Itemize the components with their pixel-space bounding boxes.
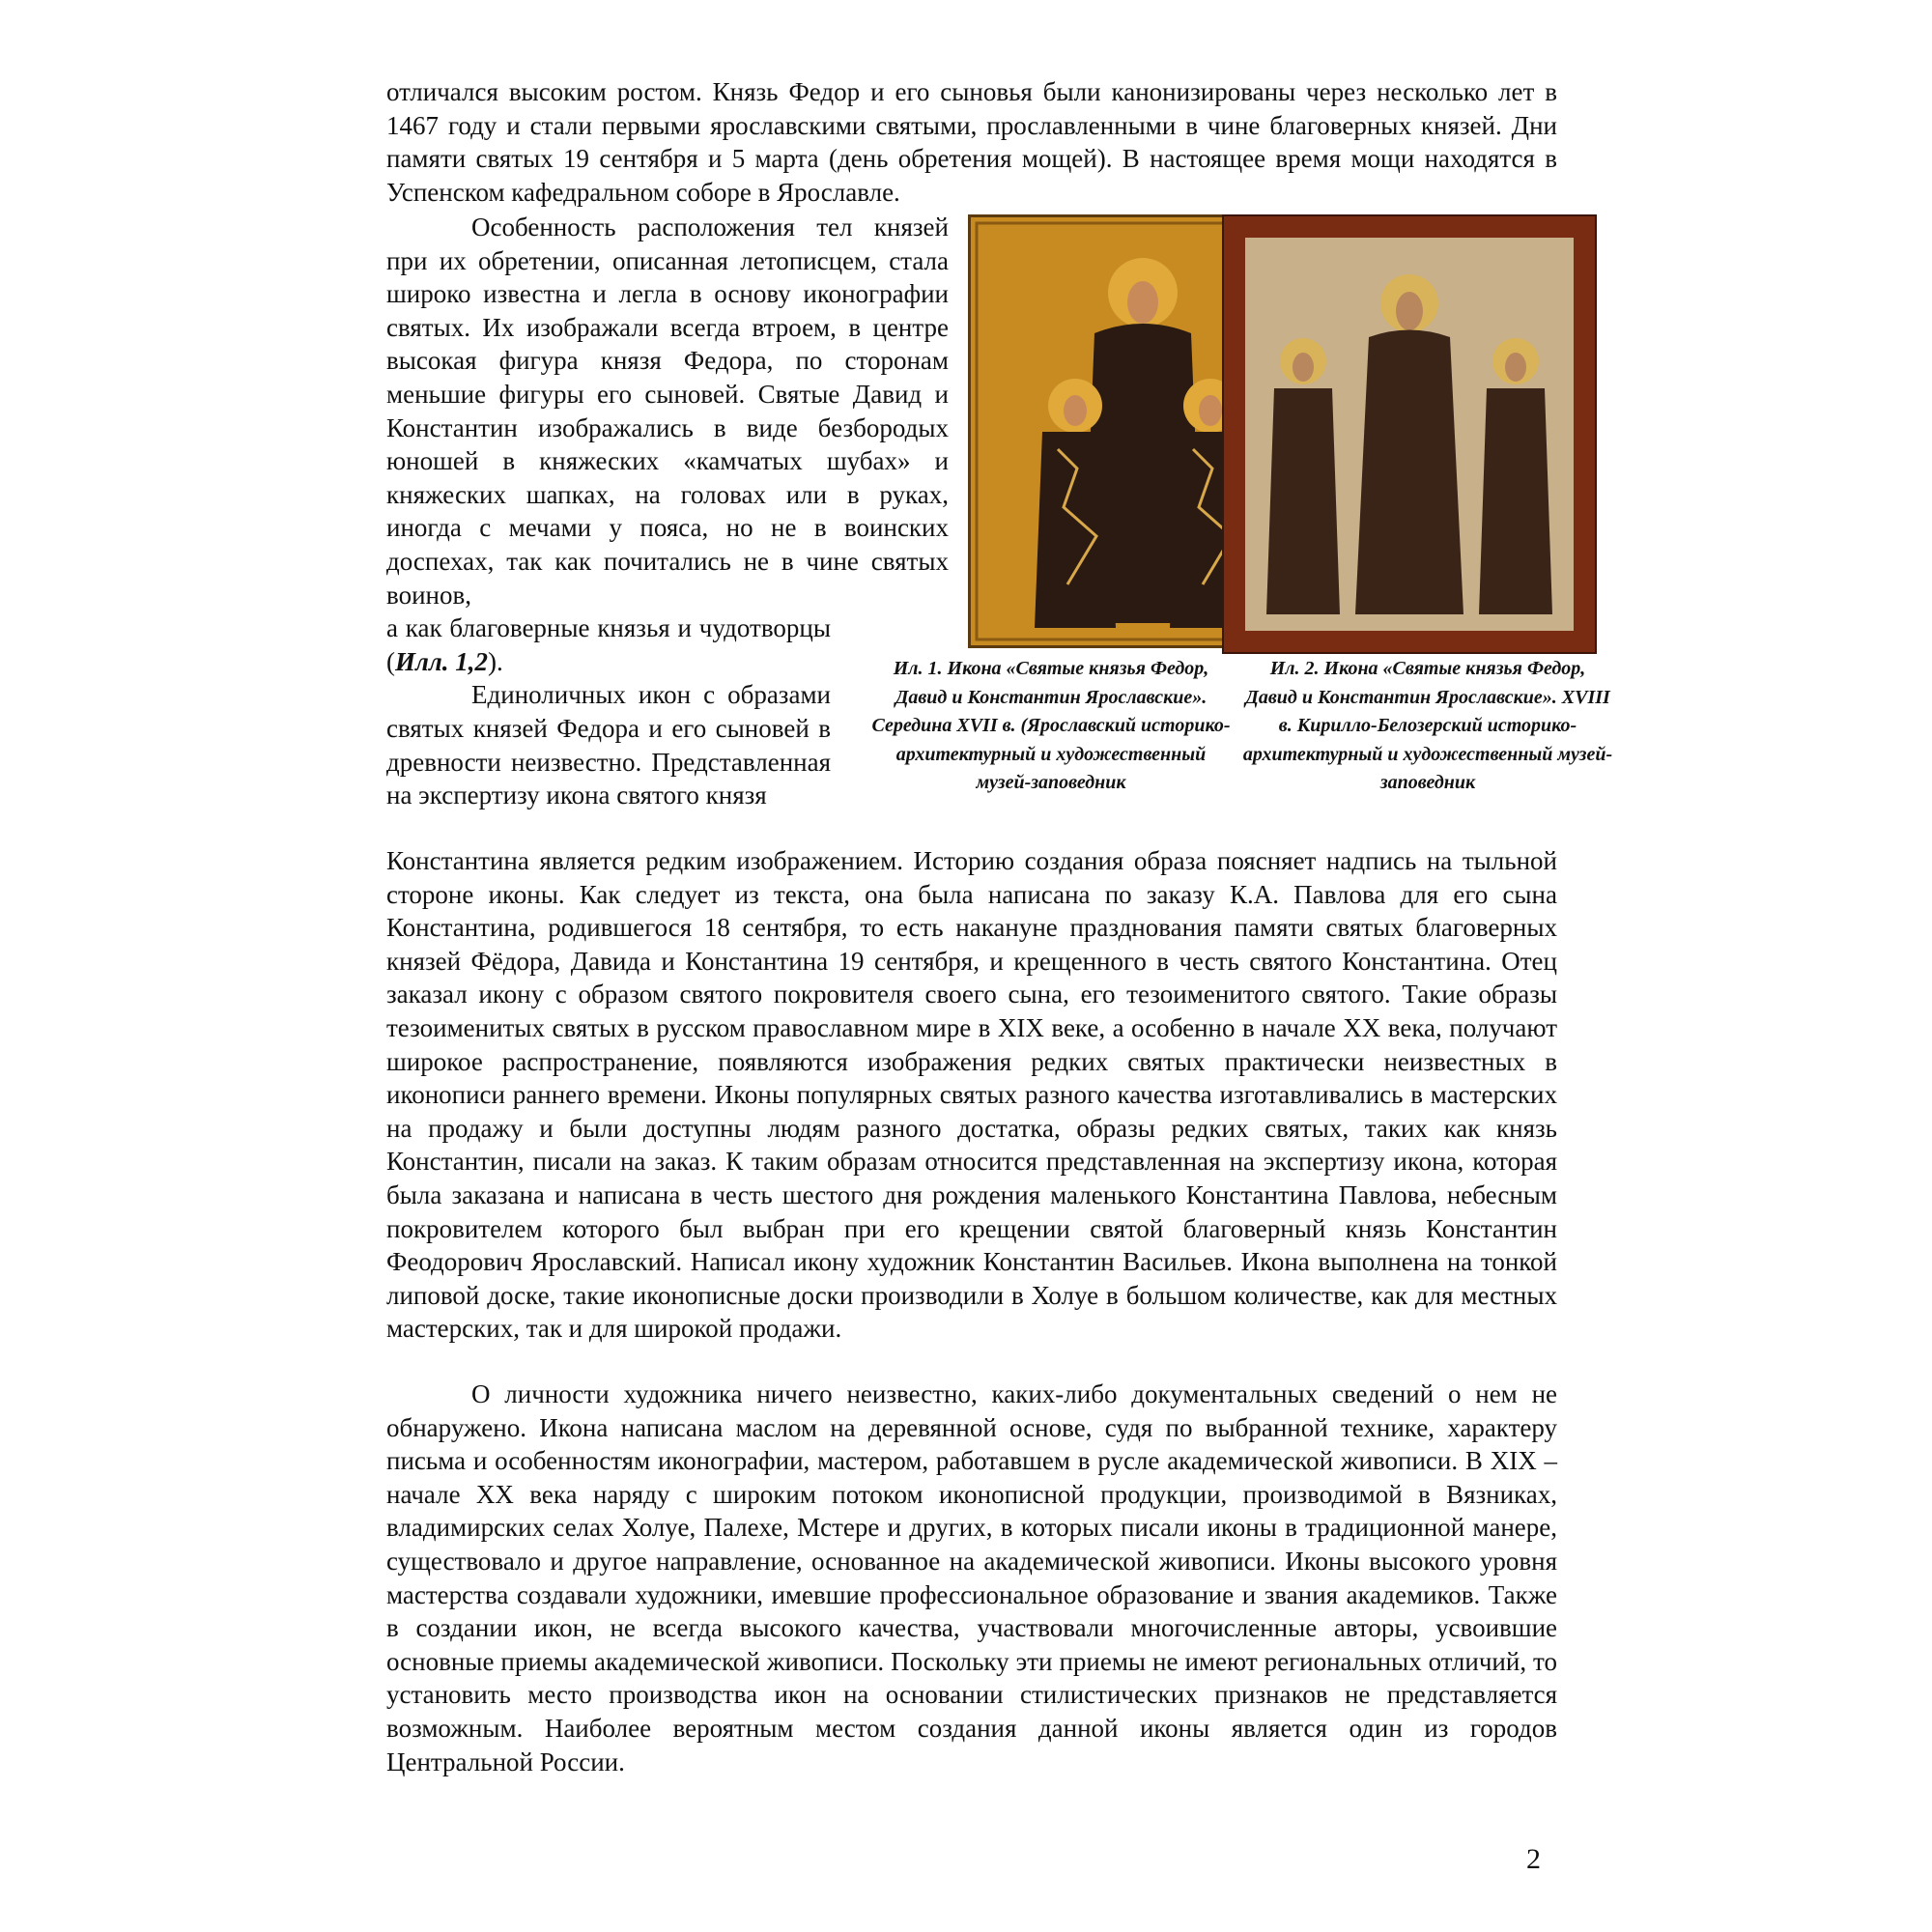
- illustration-2-image: [1222, 214, 1597, 654]
- paragraph-3-text: Единоличных икон с образами святых князей Федора и его сыновей в древности неизвестно. Представленная на экспертизу икона святого князя: [386, 680, 831, 810]
- paragraph-3-continued-text: Константина является редким изображением. Историю создания образа поясняет надпись на тыльной стороне иконы. Как следует из текста, она была написана по заказу К.А. Павлова для его сына Константина, родившегося 18 сентября, то есть накануне празднования памяти святых благоверных князей Фёдора, Давида и Константина 19 сентября, и крещенного в честь святого Константина. Отец заказал икону с образом святого покровителя своего сына, его тезоименитого святого. Такие образы тезоименитых святых в русском православном мире в XIX веке, а особенно в начале XX века, получают широкое распространение, появляются изображения редких святых практически неизвестных в иконописи раннего времени. Иконы популярных святых разного качества изготавливались в мастерских на продажу и были доступны людям разного достатка, образы редких святых, таких как князь Константин, писали на заказ. К таким образам относится представленная на экспертизу икона, которая была заказана и написана в честь шестого дня рождения маленького Константина Павлова, небесным покровителем которого был выбран при его крещении святой благоверный князь Константин Феодорович Ярославский. Написал икону художник Константин Васильев. Икона выполнена на тонкой липовой доске, такие иконописные доски производили в Холуе в большом количестве, как для местных мастерских, так и для широкой продажи.: [386, 846, 1557, 1344]
- paragraph-2-text: Особенность расположения тел князей при их обретении, описанная летописцем, стала широко известна и легла в основу иконографии святых. Их изображали всегда втроем, в центре высокая фигура князя Федора, по сторонам меньшие фигуры его сыновей. Святые Давид и Константин изображались в виде безбородых юношей в княжеских «камчатых шубах» и княжеских шапках, на головах или в руках, иногда с мечами у пояса, но не в воинских доспехах, так как почитались не в чине святых воинов,: [386, 213, 949, 610]
- paragraph-2-end: ).: [487, 646, 503, 676]
- page-number: 2: [1526, 1843, 1541, 1875]
- paragraph-3-continued: [386, 844, 1557, 1346]
- paragraph-1: [386, 75, 1557, 209]
- paragraph-4: [386, 1378, 1557, 1778]
- left-column: [386, 211, 949, 812]
- icon-painting-2: [1224, 216, 1595, 652]
- paragraph-1-text: отличался высоким ростом. Князь Федор и его сыновья были канонизированы через несколько лет в 1467 году и стали первыми ярославскими святыми, прославленными в чине благоверных князей. Дни памяти святых 19 сентября и 5 марта (день обретения мощей). В настоящее время мощи находятся в Успенском кафедральном соборе в Ярославле.: [386, 77, 1557, 207]
- paragraph-4-text: О личности художника ничего неизвестно, каких-либо документальных сведений о нем не обнаружено. Икона написана маслом на деревянной основе, судя по выбранной технике, характеру письма и особенностям иконографии, мастером, работавшем в русле академической живописи. В XIX – начале XX века наряду с широким потоком иконописной продукции, производимой в Вязниках, владимирских селах Холуе, Палехе, Мстере и других, в которых писали иконы в традиционной манере, существовало и другое направление, основанное на академической живописи. Иконы высокого уровня мастерства создавали художники, имевшие профессиональное образование и звания академиков. Также в создании икон, не всегда высокого качества, участвовали многочисленные авторы, усвоившие основные приемы академической живописи. Поскольку эти приемы не имеют региональных отличий, то установить место производства икон на основании стилистических признаков не представляется возможным. Наиболее вероятным местом создания данной иконы является один из городов Центральной России.: [386, 1379, 1557, 1776]
- illustration-reference[interactable]: Илл. 1,2: [395, 646, 488, 676]
- paragraph-2-tail: [386, 611, 831, 678]
- illustration-1-caption: Ил. 1. Икона «Святые князья Федор, Давид и Константин Ярославские». Середина XVII в. (Ярославский историко-архитектурный и художественный музей-заповедник: [871, 658, 1231, 793]
- illustration-2-caption: Ил. 2. Икона «Святые князья Федор, Давид и Константин Ярославские». XVIII в. Кирилло-Белозерский историко-архитектурный и художественный музей-заповедник: [1242, 658, 1613, 793]
- paragraph-2-narrow-text: а как благоверные князья и чудотворцы (: [386, 613, 831, 676]
